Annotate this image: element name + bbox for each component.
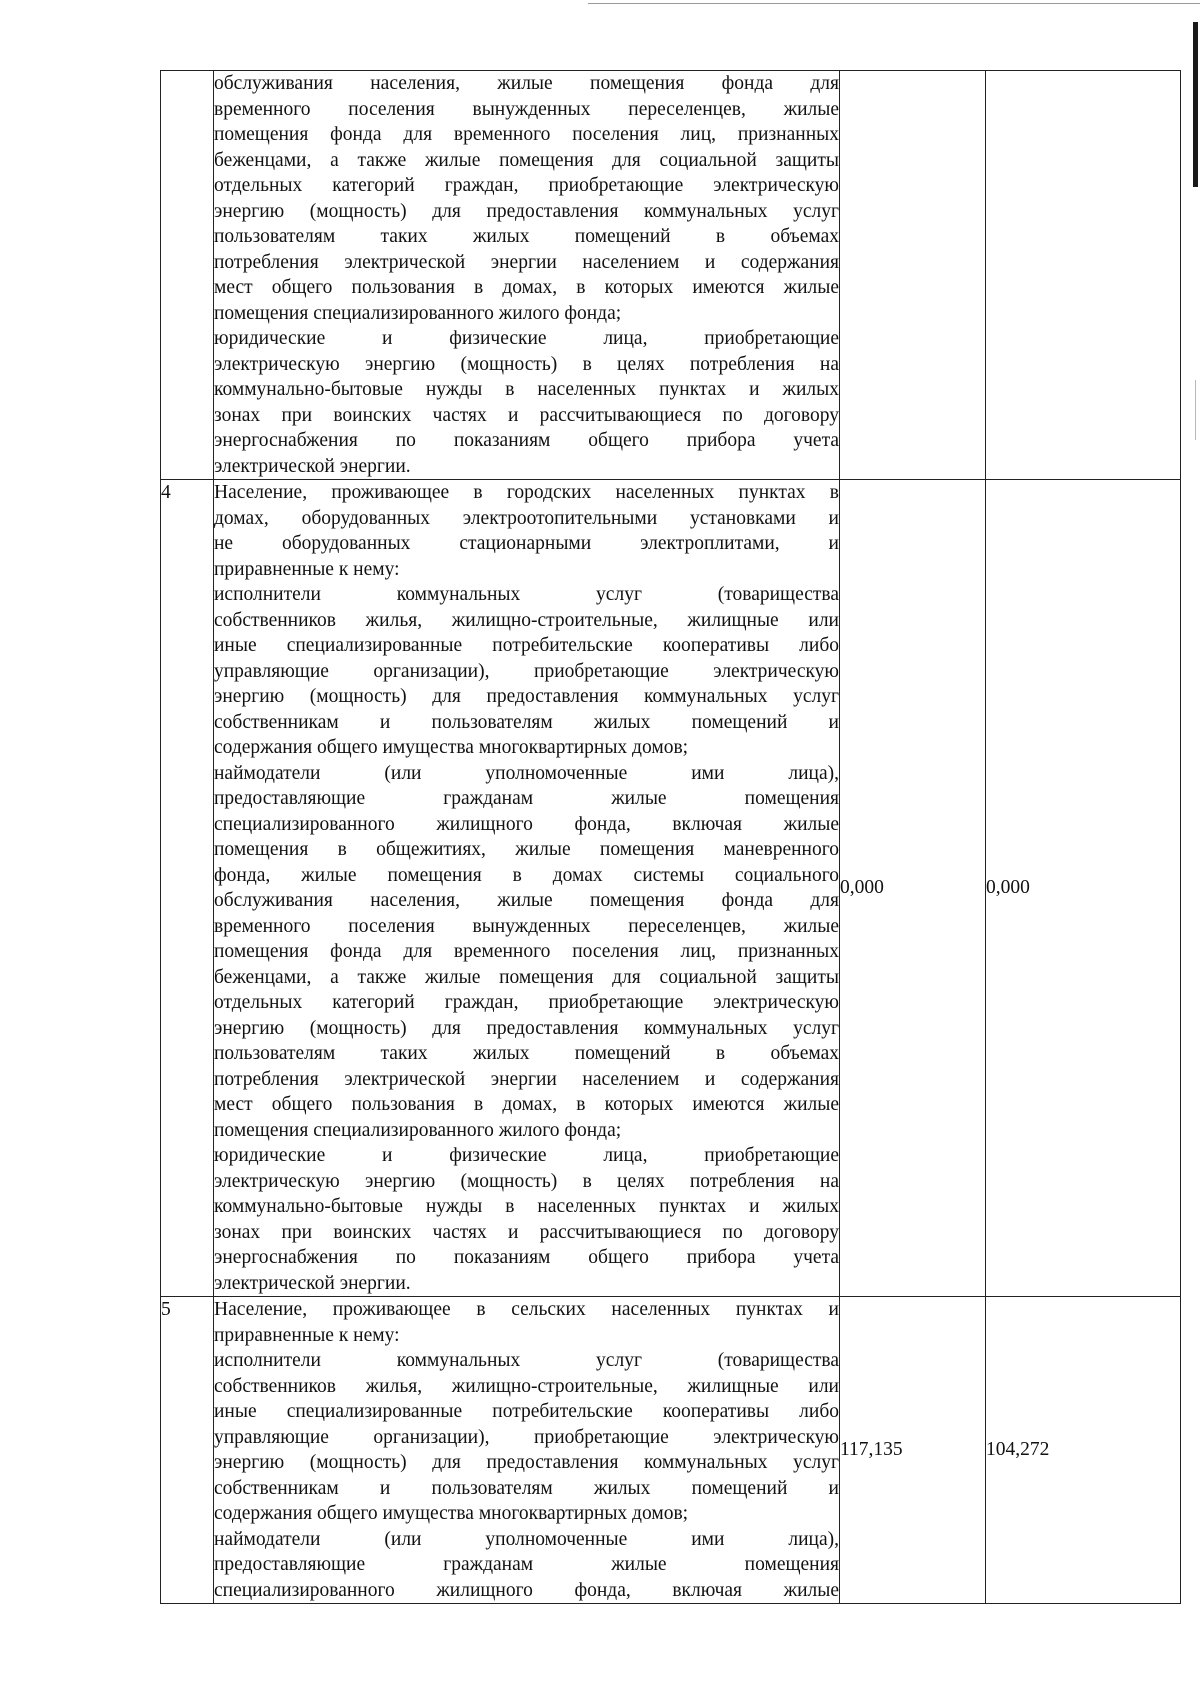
row-description-cell bbox=[214, 480, 840, 1297]
description-line: временного поселения вынужденных переселенцев, жилые bbox=[214, 98, 839, 120]
description-line: иные специализированные потребительские кооперативы либо bbox=[214, 1401, 839, 1422]
description-line: зонах при воинских частях и рассчитывающиеся по договору bbox=[214, 404, 839, 426]
scan-edge-mark bbox=[1195, 380, 1196, 440]
row-number-cell: 5 bbox=[161, 1297, 214, 1604]
description-line: электрической энергии. bbox=[214, 455, 411, 477]
description-line: временного поселения вынужденных переселенцев, жилые bbox=[214, 915, 839, 937]
description-line: помещения в общежитиях, жилые помещения маневренного bbox=[214, 839, 839, 860]
scan-edge-line bbox=[588, 3, 1200, 4]
scan-edge-bar bbox=[1193, 22, 1198, 187]
description-line: потребления электрической энергии населением и содержания bbox=[214, 251, 839, 273]
description-line: энергоснабжения по показаниям общего прибора учета bbox=[214, 430, 839, 451]
description-line: коммунально-бытовые нужды в населенных пунктах и жилых bbox=[214, 379, 839, 400]
description-line: электрическую энергию (мощность) в целях потребления на bbox=[214, 1170, 839, 1192]
value-cell-1: 117,135 bbox=[840, 1297, 986, 1604]
description-line: коммунально-бытовые нужды в населенных пунктах и жилых bbox=[214, 1196, 839, 1217]
description-line: мест общего пользования в домах, в которых имеются жилые bbox=[214, 277, 839, 298]
description-line: помещения специализированного жилого фонда; bbox=[214, 1119, 622, 1141]
description-line: обслуживания населения, жилые помещения фонда для bbox=[214, 73, 839, 94]
description-line: электрической энергии. bbox=[214, 1272, 411, 1294]
description-line: отдельных категорий граждан, приобретающие электрическую bbox=[214, 175, 839, 196]
description-line: юридические и физические лица, приобретающие bbox=[214, 1145, 839, 1166]
description-line: зонах при воинских частях и рассчитывающиеся по договору bbox=[214, 1221, 839, 1243]
description-line: собственников жилья, жилищно-строительные, жилищные или bbox=[214, 609, 839, 631]
description-line: помещения специализированного жилого фонда; bbox=[214, 302, 622, 324]
row-description-cell bbox=[214, 71, 840, 480]
description-line: управляющие организации), приобретающие электрическую bbox=[214, 1426, 839, 1448]
description-line: предоставляющие гражданам жилые помещения bbox=[214, 788, 839, 809]
row-description-cell bbox=[214, 1297, 840, 1604]
description-line: пользователям таких жилых помещений в объемах bbox=[214, 1043, 839, 1064]
table-row bbox=[161, 1297, 1181, 1604]
description-line: потребления электрической энергии населением и содержания bbox=[214, 1068, 839, 1090]
value-cell-1 bbox=[840, 71, 986, 480]
description-line: электрическую энергию (мощность) в целях потребления на bbox=[214, 353, 839, 375]
description-line: помещения фонда для временного поселения лиц, признанных bbox=[214, 124, 839, 145]
value-cell-2: 0,000 bbox=[986, 480, 1181, 1297]
row-number-cell bbox=[161, 71, 214, 480]
description-line: энергию (мощность) для предоставления коммунальных услуг bbox=[214, 1452, 839, 1473]
table-row bbox=[161, 480, 1181, 1297]
description-line: энергию (мощность) для предоставления коммунальных услуг bbox=[214, 200, 839, 222]
description-line: иные специализированные потребительские кооперативы либо bbox=[214, 635, 839, 656]
description-line: управляющие организации), приобретающие электрическую bbox=[214, 660, 839, 682]
description-line: беженцами, а также жилые помещения для социальной защиты bbox=[214, 966, 839, 988]
description-line: пользователям таких жилых помещений в объемах bbox=[214, 226, 839, 247]
description-line: собственников жилья, жилищно-строительные, жилищные или bbox=[214, 1375, 839, 1397]
description-line: наймодатели (или уполномоченные ими лица), bbox=[214, 1528, 839, 1550]
row-number-cell: 4 bbox=[161, 480, 214, 1297]
description-line: энергию (мощность) для предоставления коммунальных услуг bbox=[214, 1017, 839, 1039]
value-cell-1: 0,000 bbox=[840, 480, 986, 1297]
description-line: приравненные к нему: bbox=[214, 558, 400, 580]
description-line: энергоснабжения по показаниям общего прибора учета bbox=[214, 1247, 839, 1268]
description-line: фонда, жилые помещения в домах системы социального bbox=[214, 864, 839, 886]
description-line: юридические и физические лица, приобретающие bbox=[214, 328, 839, 349]
tariff-table bbox=[160, 70, 1181, 1604]
description-line: помещения фонда для временного поселения лиц, признанных bbox=[214, 941, 839, 962]
description-line: Население, проживающее в городских населенных пунктах в bbox=[214, 482, 839, 503]
description-line: беженцами, а также жилые помещения для социальной защиты bbox=[214, 149, 839, 171]
description-line: содержания общего имущества многоквартирных домов; bbox=[214, 1503, 689, 1524]
description-line: мест общего пользования в домах, в которых имеются жилые bbox=[214, 1094, 839, 1115]
description-line: энергию (мощность) для предоставления коммунальных услуг bbox=[214, 686, 839, 707]
description-line: не оборудованных стационарными электроплитами, и bbox=[214, 533, 839, 554]
description-line: собственникам и пользователям жилых помещений и bbox=[214, 711, 839, 733]
description-line: собственникам и пользователям жилых помещений и bbox=[214, 1477, 839, 1499]
description-line: содержания общего имущества многоквартирных домов; bbox=[214, 737, 689, 758]
description-line: предоставляющие гражданам жилые помещения bbox=[214, 1554, 839, 1575]
table-row bbox=[161, 71, 1181, 480]
tariff-table-body bbox=[161, 71, 1181, 1604]
description-line: отдельных категорий граждан, приобретающие электрическую bbox=[214, 992, 839, 1013]
description-line: обслуживания населения, жилые помещения фонда для bbox=[214, 890, 839, 911]
value-cell-2: 104,272 bbox=[986, 1297, 1181, 1604]
description-line: домах, оборудованных электроотопительными установками и bbox=[214, 507, 839, 529]
description-line: специализированного жилищного фонда, включая жилые bbox=[214, 1579, 839, 1601]
description-line: наймодатели (или уполномоченные ими лица), bbox=[214, 762, 839, 784]
value-cell-2 bbox=[986, 71, 1181, 480]
description-line: приравненные к нему: bbox=[214, 1324, 400, 1346]
description-line: специализированного жилищного фонда, включая жилые bbox=[214, 813, 839, 835]
description-line: исполнители коммунальных услуг (товарищества bbox=[214, 1350, 839, 1371]
description-line: Население, проживающее в сельских населенных пунктах и bbox=[214, 1299, 839, 1320]
description-line: исполнители коммунальных услуг (товарищества bbox=[214, 584, 839, 605]
